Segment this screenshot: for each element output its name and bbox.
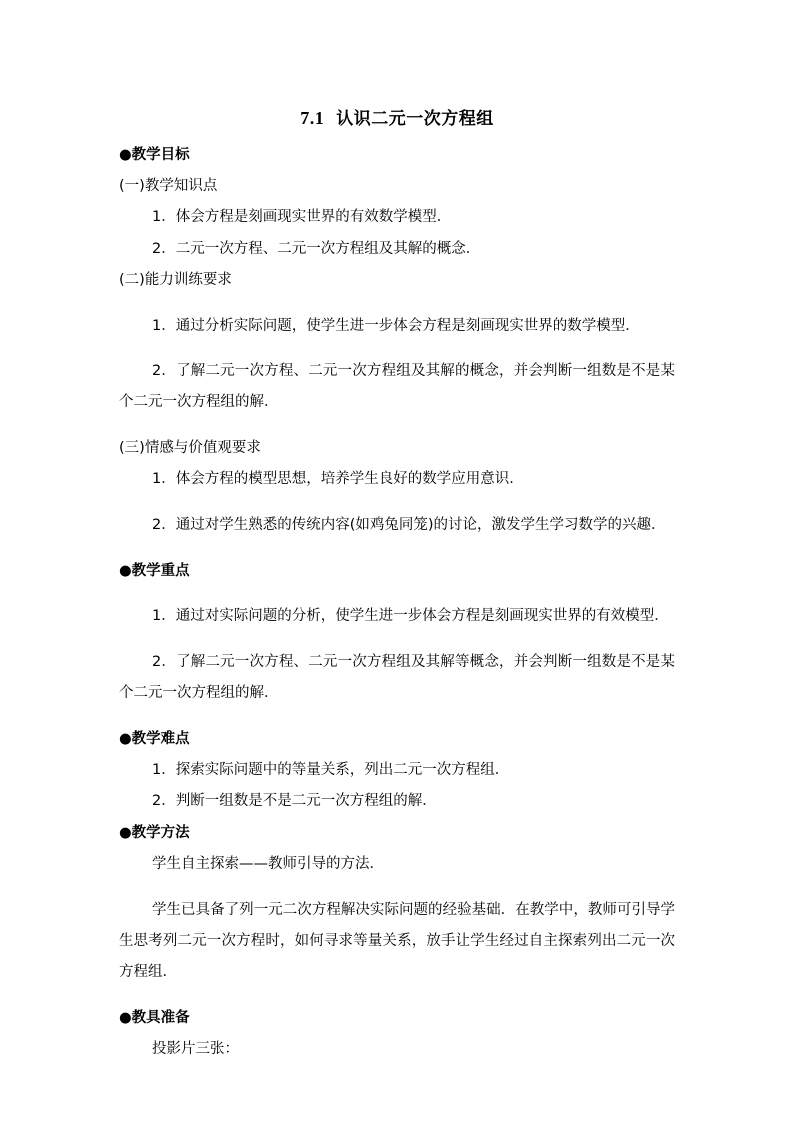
title-text: 认识二元一次方程组 [336,109,494,129]
section-heading-key: ●教学重点 [119,562,190,579]
subheading-values: (三)情感与价值观要求 [119,440,261,457]
page-title [0,104,794,129]
list-item: 1．通过对实际问题的分析，使学生进一步体会方程是刻画现实世界的有效模型． [152,608,669,625]
list-item: 2．判断一组数是不是二元一次方程组的解． [152,793,437,810]
paragraph: 学生自主探索——教师引导的方法． [152,855,384,872]
list-item: 1．体会方程是刻画现实世界的有效数学模型． [152,209,452,226]
subheading-ability: (二)能力训练要求 [119,271,232,288]
section-heading-goals: ●教学目标 [119,147,190,163]
subheading-knowledge: (一)教学知识点 [119,178,218,195]
list-item: 1．探索实际问题中的等量关系，列出二元一次方程组． [152,762,510,779]
list-item: 2．了解二元一次方程、二元一次方程组及其解的概念，并会判断一组数是不是某个二元一次方程组的解． [119,363,675,411]
list-item: 2．二元一次方程、二元一次方程组及其解的概念． [152,240,481,257]
list-item: 1．体会方程的模型思想，培养学生良好的数学应用意识． [152,471,524,488]
document-body [119,140,675,1065]
paragraph: 投影片三张： [152,1040,239,1057]
section-heading-difficult: ●教学难点 [119,731,190,748]
title-number: 7.1 [300,108,325,128]
list-item: 2．通过对学生熟悉的传统内容(如鸡兔同笼)的讨论，激发学生学习数学的兴趣． [152,517,666,534]
section-heading-tools: ●教具准备 [119,1009,190,1026]
section-heading-method: ●教学方法 [119,824,190,841]
list-item: 2．了解二元一次方程、二元一次方程组及其解等概念，并会判断一组数是不是某个二元一次方程组的解． [119,654,675,702]
paragraph: 学生已具备了列一元二次方程解决实际问题的经验基础．在教学中，教师可引导学生思考列二元一次方程时，如何寻求等量关系，放手让学生经过自主探索列出二元一次方程组． [119,901,675,980]
list-item: 1．通过分析实际问题，使学生进一步体会方程是刻画现实世界的数学模型． [152,317,640,334]
